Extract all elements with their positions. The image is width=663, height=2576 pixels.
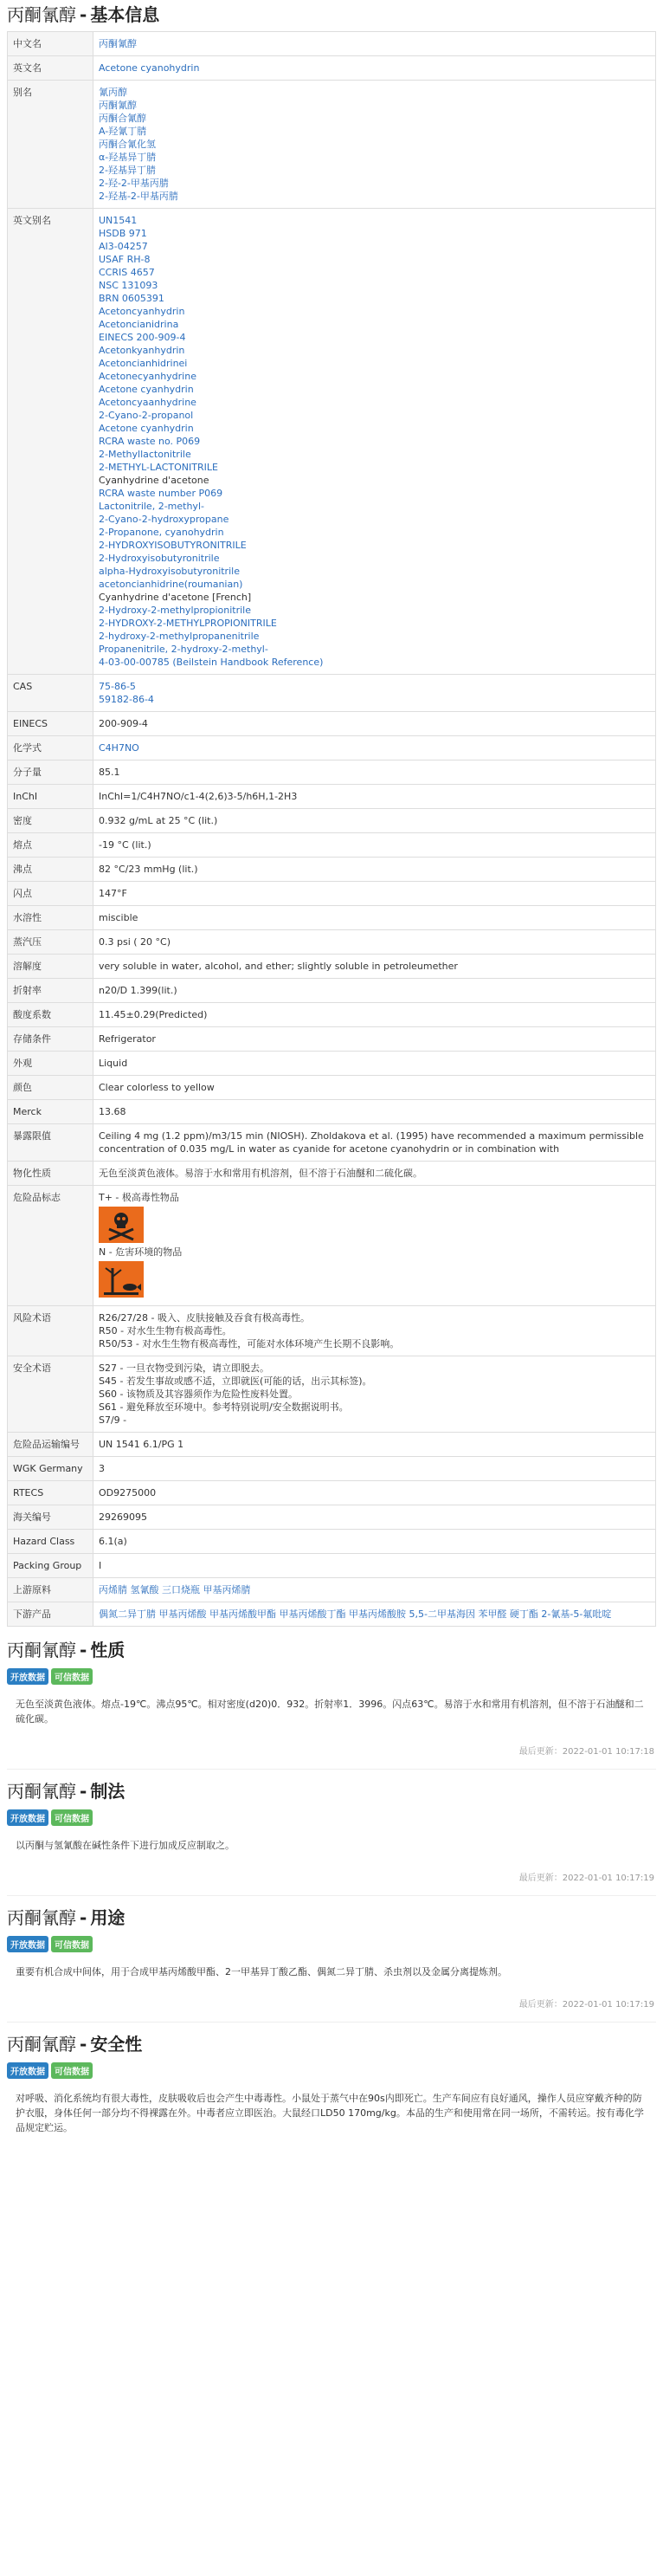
row-label: WGK Germany [8,1457,93,1481]
section-heading [7,1903,656,1934]
value-link[interactable]: 氰丙醇 [99,87,127,98]
last-updated: 最后更新：2022-01-01 10:17:19 [518,1874,654,1883]
row-label: 存储条件 [8,1027,93,1052]
compound-name: 丙酮氰醇 [7,1781,76,1802]
info-row [8,955,656,979]
section-heading [7,1635,656,1667]
value-link[interactable]: Acetone cyanhydrin [99,423,194,434]
trusted-data-badge: 可信数据 [51,1809,93,1826]
value-link[interactable]: acetoncianhidrine(roumanian) [99,579,243,590]
value-link[interactable]: 丙酮合氰化氢 [99,139,156,150]
value-text: Clear colorless to yellow [99,1082,215,1093]
value-text: OD9275000 [99,1487,157,1498]
title-separator: - [80,2034,87,2055]
row-value [93,882,656,906]
value-link[interactable]: alpha-Hydroxyisobutyronitrile [99,566,240,577]
page-title [7,0,656,31]
value-link[interactable]: A-羟氰丁腈 [99,126,147,137]
row-label: Merck [8,1100,93,1124]
compound-name: 丙酮氰醇 [7,1640,76,1660]
compound-name: 丙酮氰醇 [7,2034,76,2055]
info-row [8,56,656,81]
row-label: 化学式 [8,736,93,761]
title-separator: - [80,1640,87,1660]
info-row [8,882,656,906]
value-text: Cyanhydrine d'acetone [French] [99,592,252,603]
value-link[interactable]: 2-HYDROXY-2-METHYLPROPIONITRILE [99,618,277,629]
row-label: Packing Group [8,1554,93,1578]
row-label: 颜色 [8,1076,93,1100]
trusted-data-badge: 可信数据 [51,2062,93,2079]
info-row [8,712,656,736]
value-link[interactable]: 丙烯腈 氢氰酸 三口烧瓶 甲基丙烯腈 [99,1584,251,1595]
row-label: 分子量 [8,761,93,785]
section-heading [7,2029,656,2061]
value-text: -19 °C (lit.) [99,839,151,851]
row-label: 安全术语 [8,1356,93,1433]
value-link[interactable]: Acetone cyanohydrin [99,62,200,74]
row-value [93,209,656,675]
section-1 [7,1777,656,1896]
last-updated: 最后更新：2022-01-01 10:17:19 [518,2000,654,2010]
value-link[interactable]: 2-羟基异丁腈 [99,165,156,176]
value-text: R26/27/28 - 吸入、皮肤接触及吞食有极高毒性。 [99,1312,311,1324]
row-label: 英文别名 [8,209,93,675]
info-row [8,1505,656,1530]
value-text: 11.45±0.29(Predicted) [99,1009,208,1020]
row-label: 危险品运输编号 [8,1433,93,1457]
info-row [8,1433,656,1457]
value-link[interactable]: Acetone cyanhydrin [99,384,194,395]
row-value [93,1481,656,1505]
value-link[interactable]: UN1541 [99,215,138,226]
row-label: 外观 [8,1052,93,1076]
row-label: 闪点 [8,882,93,906]
row-value [93,809,656,833]
value-text: R50/53 - 对水生生物有极高毒性，可能对水体环境产生长期不良影响。 [99,1338,400,1349]
info-row [8,930,656,955]
value-link[interactable]: α-羟基异丁腈 [99,152,157,163]
row-value [93,785,656,809]
badge-group [7,1668,656,1685]
value-link[interactable]: 2-Hydroxyisobutyronitrile [99,553,220,564]
value-link[interactable]: Acetoncianidrina [99,319,179,330]
row-value [93,761,656,785]
row-label: 风险术语 [8,1306,93,1356]
info-row [8,32,656,56]
trusted-data-badge: 可信数据 [51,1936,93,1952]
dead-tree-fish-icon [99,1261,144,1298]
value-text: Ceiling 4 mg (1.2 ppm)/m3/15 min (NIOSH). Zholdakova et al. (1995) have recommended a maximum permissible concentration of 0.035 mg/L in water as cyanide for acetone cyanohydrin or in combination with [99,1130,644,1155]
open-data-badge: 开放数据 [7,1936,48,1952]
row-value [93,858,656,882]
row-value [93,32,656,56]
value-text: n20/D 1.399(lit.) [99,985,177,996]
hazard-label: T+ - 极高毒性物品 [99,1192,179,1203]
badge-group [7,2062,656,2079]
info-row [8,1306,656,1356]
section-heading [7,1777,656,1808]
row-value [93,1505,656,1530]
value-text: Refrigerator [99,1033,156,1045]
row-value [93,712,656,736]
section-text: 以丙酮与氢氰酸在碱性条件下进行加成反应制取之。 [16,1840,235,1851]
value-link[interactable]: 75-86-5 [99,681,136,692]
row-label: 蒸汽压 [8,930,93,955]
value-link[interactable]: AI3-04257 [99,241,148,252]
info-row [8,81,656,209]
value-text: 82 °C/23 mmHg (lit.) [99,864,198,875]
info-row [8,785,656,809]
info-row [8,1578,656,1602]
section-title: 制法 [90,1781,126,1802]
row-value [93,1003,656,1027]
row-label: 水溶性 [8,906,93,930]
row-label: 中文名 [8,32,93,56]
badge-group [7,1936,656,1952]
info-row [8,1530,656,1554]
row-label: 密度 [8,809,93,833]
section-text: 重要有机合成中间体，用于合成甲基丙烯酸甲酯、2一甲基异丁酸乙酯、偶氮二异丁腈、杀虫剂以及金属分离提炼剂。 [16,1966,507,1977]
row-value [93,1052,656,1076]
value-link[interactable]: Acetoncyanhydrin [99,306,185,317]
row-label: 危险品标志 [8,1186,93,1306]
info-row [8,858,656,882]
value-link[interactable]: 4-03-00-00785 (Beilstein Handbook Reference) [99,657,324,668]
value-link[interactable]: Acetoncianhidrinei [99,358,188,369]
value-text: 147°F [99,888,127,899]
row-label: 英文名 [8,56,93,81]
value-link[interactable]: 2-Cyano-2-propanol [99,410,194,421]
value-text: 0.932 g/mL at 25 °C (lit.) [99,815,218,826]
basic-info-table [7,31,656,1627]
info-row [8,1003,656,1027]
value-link[interactable]: 丙酮氰醇 [99,38,137,49]
row-label: 物化性质 [8,1162,93,1186]
info-row [8,675,656,712]
row-label: RTECS [8,1481,93,1505]
info-row [8,1602,656,1627]
row-value [93,1162,656,1186]
value-link[interactable]: Acetoncyaanhydrine [99,397,196,408]
section-text: 无色至淡黄色液体。熔点-19℃。沸点95℃。相对密度(d20)0．932。折射率1．3996。闪点63℃。易溶于水和常用有机溶剂，但不溶于石油醚和二硫化碳。 [16,1699,644,1725]
value-link[interactable]: Lactonitrile, 2-methyl- [99,501,204,512]
info-row [8,833,656,858]
row-label: 沸点 [8,858,93,882]
value-text: S7/9 - [99,1414,127,1426]
section-0 [7,1635,656,1770]
value-text: 无色至淡黄色液体。易溶于水和常用有机溶剂，但不溶于石油醚和二硫化碳。 [99,1168,422,1179]
value-link[interactable]: 2-羟-2-甲基丙腈 [99,178,169,189]
section-text: 对呼吸、消化系统均有很大毒性，皮肤吸收后也会产生中毒毒性。小鼠处于蒸气中在90s内即死亡。生产车间应有良好通风，操作人员应穿戴齐种的防护衣服，身体任何一部分均不得裸露在外。中毒者应立即医治。大鼠经口LD50 170mg/kg。本品的生产和使用常在同一场所，不需转运。按有毒化学品规定贮运。 [16,2093,644,2133]
value-link[interactable]: NSC 131093 [99,280,158,291]
title-separator: - [80,1781,87,1802]
row-value [93,833,656,858]
row-value [93,955,656,979]
value-text: Liquid [99,1058,128,1069]
info-row [8,1481,656,1505]
value-text: S60 - 该物质及其容器须作为危险性废料处置。 [99,1388,298,1400]
value-text: 200-909-4 [99,718,148,729]
value-text: 29269095 [99,1511,147,1523]
value-text: miscible [99,912,138,923]
info-row [8,1124,656,1162]
value-text: R50 - 对水生生物有极高毒性。 [99,1325,232,1337]
value-link[interactable]: RCRA waste no. P069 [99,436,201,447]
row-label: 海关编号 [8,1505,93,1530]
row-label: Hazard Class [8,1530,93,1554]
value-link[interactable]: 2-Hydroxy-2-methylpropionitrile [99,605,252,616]
info-row [8,1457,656,1481]
row-value [93,906,656,930]
open-data-badge: 开放数据 [7,1668,48,1685]
hazard-row [8,1186,656,1306]
info-row [8,761,656,785]
detail-sections [7,1635,656,2144]
value-link[interactable]: 丙酮合氰醇 [99,113,146,124]
open-data-badge: 开放数据 [7,2062,48,2079]
value-text: I [99,1560,102,1571]
compound-name: 丙酮氰醇 [7,1907,76,1928]
skull-crossbones-icon [99,1207,144,1243]
value-link[interactable]: EINECS 200-909-4 [99,332,186,343]
value-link[interactable]: Acetonecyanhydrine [99,371,196,382]
row-value [93,1530,656,1554]
value-link[interactable]: 丙酮氰醇 [99,100,137,111]
info-row [8,209,656,675]
value-link[interactable]: USAF RH-8 [99,254,151,265]
value-link[interactable]: Propanenitrile, 2-hydroxy-2-methyl- [99,644,268,655]
value-link[interactable]: 2-HYDROXYISOBUTYRONITRILE [99,540,247,551]
section-2 [7,1903,656,2023]
row-value [93,1554,656,1578]
info-row [8,1554,656,1578]
value-link[interactable]: CCRIS 4657 [99,267,155,278]
value-link[interactable]: 2-METHYL-LACTONITRILE [99,462,218,473]
row-value [93,1356,656,1433]
row-label: CAS [8,675,93,712]
badge-group [7,1809,656,1826]
value-text: S45 - 若发生事故或感不适，立即就医(可能的话，出示其标签)。 [99,1375,372,1387]
last-updated: 最后更新：2022-01-01 10:17:18 [518,1747,654,1757]
row-label: 别名 [8,81,93,209]
row-label: 折射率 [8,979,93,1003]
hazard-label: N - 危害环境的物品 [99,1246,183,1258]
value-link[interactable]: 2-Methyllactonitrile [99,449,191,460]
info-row [8,1076,656,1100]
row-label: InChI [8,785,93,809]
row-label: 溶解度 [8,955,93,979]
row-value [93,930,656,955]
row-value [93,1027,656,1052]
title-separator: - [80,4,87,25]
info-row [8,979,656,1003]
row-label: 暴露限值 [8,1124,93,1162]
value-link[interactable]: HSDB 971 [99,228,147,239]
value-text: S27 - 一旦衣物受到污染，请立即脱去。 [99,1362,269,1374]
info-row [8,736,656,761]
row-label: 熔点 [8,833,93,858]
row-label: 下游产品 [8,1602,93,1627]
value-link[interactable]: RCRA waste number P069 [99,488,223,499]
row-value [93,1100,656,1124]
row-value [93,675,656,712]
row-value [93,1578,656,1602]
info-row [8,1052,656,1076]
value-link[interactable]: 偶氮二异丁腈 甲基丙烯酸 甲基丙烯酸甲酯 甲基丙烯酸丁酯 甲基丙烯酸胺 5,5-二甲基海因 苯甲醛 硬丁酯 2-氰基-5-氟吡啶 [99,1608,612,1620]
row-label: 酸度系数 [8,1003,93,1027]
value-text: InChI=1/C4H7NO/c1-4(2,6)3-5/h6H,1-2H3 [99,791,298,802]
value-text: UN 1541 6.1/PG 1 [99,1439,184,1450]
info-row [8,1027,656,1052]
section-title: 用途 [90,1907,126,1928]
value-link[interactable]: 2-Propanone, cyanohydrin [99,527,224,538]
value-link[interactable]: BRN 0605391 [99,293,164,304]
value-text: very soluble in water, alcohol, and ether; slightly soluble in petroleumether [99,961,458,972]
row-value [93,1124,656,1162]
value-text: Cyanhydrine d'acetone [99,475,209,486]
row-value [93,1457,656,1481]
open-data-badge: 开放数据 [7,1809,48,1826]
compound-name: 丙酮氰醇 [7,4,76,25]
value-text: 0.3 psi ( 20 °C) [99,936,171,948]
value-link[interactable]: C4H7NO [99,742,139,754]
row-value [93,1076,656,1100]
info-row [8,1162,656,1186]
section-title: 性质 [90,1640,126,1660]
row-value [93,1306,656,1356]
row-value [93,1433,656,1457]
value-text: S61 - 避免释放至环境中。参考特别说明/安全数据说明书。 [99,1401,349,1413]
value-text: 3 [99,1463,105,1474]
info-row [8,1356,656,1433]
row-value [93,56,656,81]
row-value [93,736,656,761]
row-value [93,1186,656,1306]
info-row [8,809,656,833]
row-value [93,81,656,209]
row-value [93,1602,656,1627]
section-title: 基本信息 [90,4,160,25]
value-link[interactable]: 59182-86-4 [99,694,154,705]
value-text: 85.1 [99,767,120,778]
info-row [8,1100,656,1124]
value-link[interactable]: 2-羟基-2-甲基丙腈 [99,191,178,202]
trusted-data-badge: 可信数据 [51,1668,93,1685]
section-title: 安全性 [90,2034,143,2055]
row-label: 上游原料 [8,1578,93,1602]
row-label: EINECS [8,712,93,736]
row-value [93,979,656,1003]
value-link[interactable]: 2-hydroxy-2-methylpropanenitrile [99,631,260,642]
value-link[interactable]: Acetonkyanhydrin [99,345,185,356]
section-3 [7,2029,656,2144]
value-link[interactable]: 2-Cyano-2-hydroxypropane [99,514,229,525]
value-text: 6.1(a) [99,1536,127,1547]
info-row [8,906,656,930]
title-separator: - [80,1907,87,1928]
value-text: 13.68 [99,1106,126,1117]
